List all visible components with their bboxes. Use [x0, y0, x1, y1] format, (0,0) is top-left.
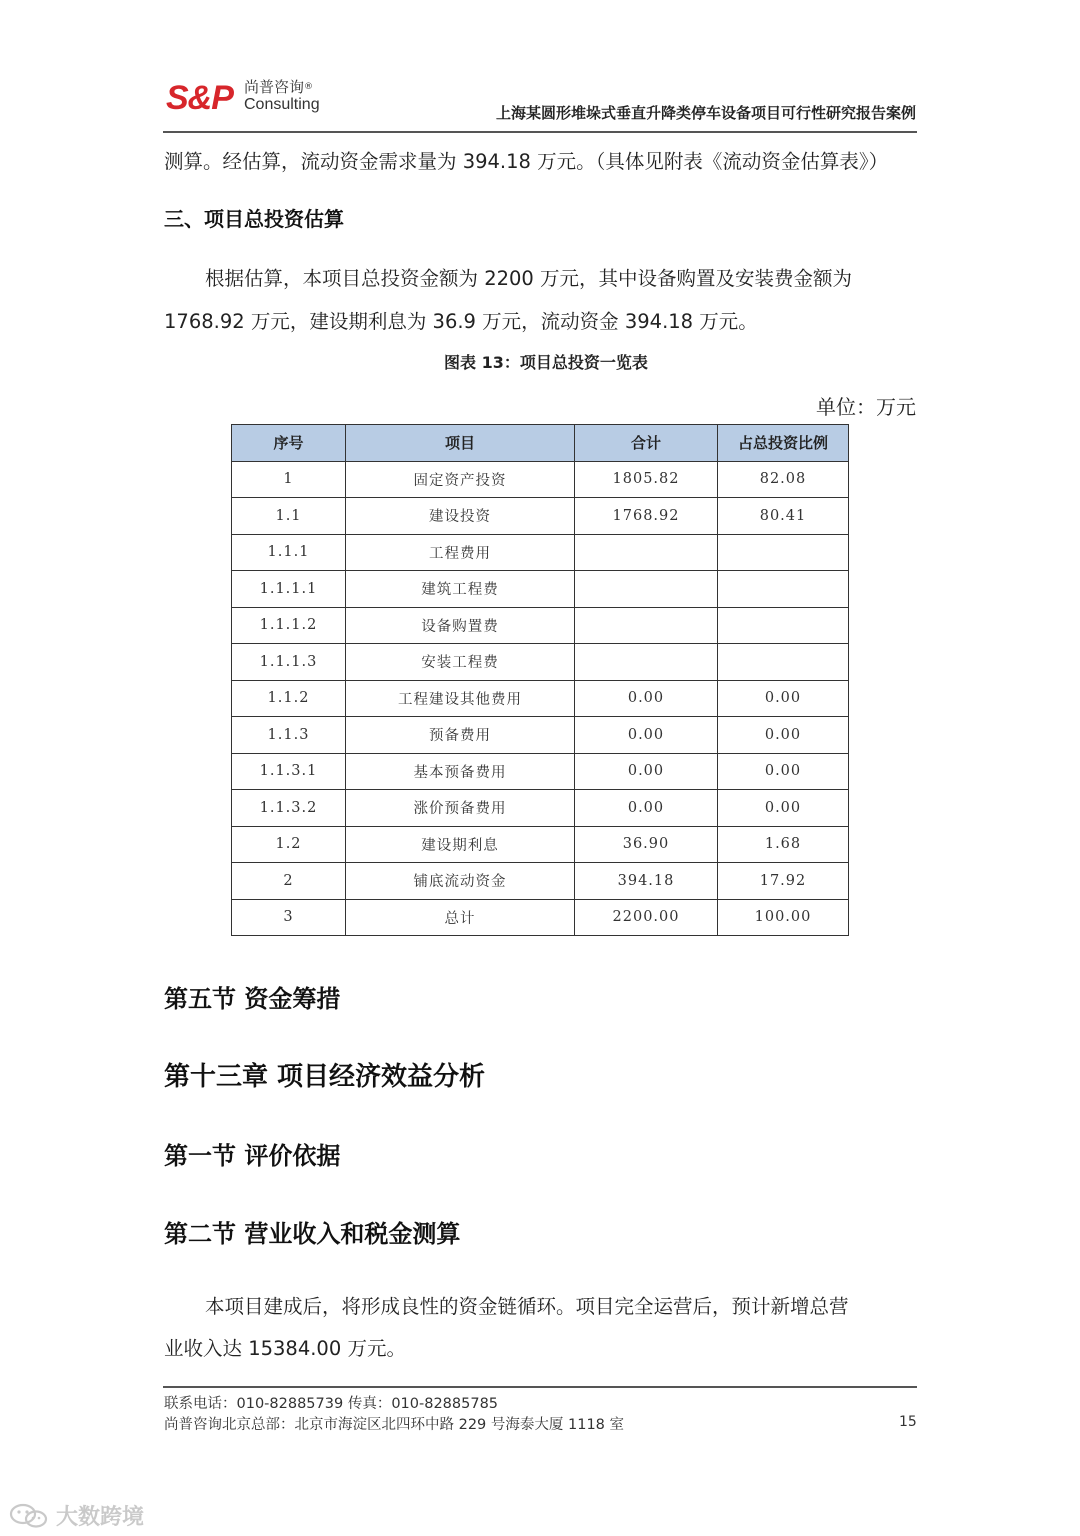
- cell-total: [575, 644, 718, 681]
- cell-ratio: 0.00: [718, 790, 849, 827]
- cell-item: 固定资产投资: [346, 461, 575, 498]
- header-divider: [163, 131, 917, 133]
- table-row: [232, 680, 849, 717]
- cell-index: 1.1.1.2: [232, 607, 346, 644]
- cell-item: 基本预备费用: [346, 753, 575, 790]
- paragraph-2-line-2: 业收入达 15384.00 万元。: [164, 1337, 406, 1360]
- cell-item: 建设投资: [346, 498, 575, 535]
- cell-index: 1.1.3: [232, 717, 346, 754]
- col-header-item: 项目: [346, 425, 575, 462]
- wechat-logo-icon: [8, 1502, 50, 1530]
- cell-total: 394.18: [575, 863, 718, 900]
- cell-total: 0.00: [575, 717, 718, 754]
- cell-ratio: 80.41: [718, 498, 849, 535]
- footer-divider: [163, 1386, 917, 1388]
- cell-total: [575, 534, 718, 571]
- cell-index: 1.1.1: [232, 534, 346, 571]
- cell-item: 预备费用: [346, 717, 575, 754]
- logo-chinese-name: [244, 78, 313, 96]
- cell-ratio: 100.00: [718, 899, 849, 936]
- cell-index: 1.1.3.2: [232, 790, 346, 827]
- cell-item: 总计: [346, 899, 575, 936]
- cell-ratio: [718, 571, 849, 608]
- cell-total: 0.00: [575, 790, 718, 827]
- section-heading-evaluation-basis: 第一节 评价依据: [164, 1142, 341, 1170]
- cell-item: 铺底流动资金: [346, 863, 575, 900]
- paragraph-1-line-1: 根据估算，本项目总投资金额为 2200 万元，其中设备购置及安装费金额为: [205, 267, 853, 290]
- cell-ratio: 1.68: [718, 826, 849, 863]
- cell-item: 建筑工程费: [346, 571, 575, 608]
- company-logo: [166, 78, 336, 118]
- section-heading-funding: 第五节 资金筹措: [164, 985, 341, 1013]
- subheading-total-investment: 三、项目总投资估算: [164, 207, 344, 231]
- cell-index: 2: [232, 863, 346, 900]
- table-unit-label: 单位：万元: [816, 395, 916, 419]
- logo-sp-mark: S&P: [166, 79, 233, 117]
- cell-item: 工程建设其他费用: [346, 680, 575, 717]
- table-row: [232, 826, 849, 863]
- body-line-continuation: 测算。经估算，流动资金需求量为 394.18 万元。（具体见附表《流动资金估算表》）: [164, 150, 889, 173]
- cell-index: 3: [232, 899, 346, 936]
- cell-total: 1768.92: [575, 498, 718, 535]
- col-header-index: 序号: [232, 425, 346, 462]
- cell-total: 2200.00: [575, 899, 718, 936]
- col-header-total: 合计: [575, 425, 718, 462]
- table-row: [232, 899, 849, 936]
- table-header-row: [232, 425, 849, 462]
- cell-item: 涨价预备费用: [346, 790, 575, 827]
- cell-total: [575, 607, 718, 644]
- cell-item: 安装工程费: [346, 644, 575, 681]
- logo-english-name: Consulting: [244, 96, 320, 113]
- cell-total: 1805.82: [575, 461, 718, 498]
- watermark-text: 大数跨境: [56, 1505, 145, 1530]
- cell-item: 工程费用: [346, 534, 575, 571]
- table-row: [232, 498, 849, 535]
- cell-ratio: [718, 534, 849, 571]
- table-row: [232, 753, 849, 790]
- footer-address: 尚普咨询北京总部：北京市海淀区北四环中路 229 号海泰大厦 1118 室: [164, 1417, 625, 1433]
- table-row: [232, 571, 849, 608]
- cell-ratio: 82.08: [718, 461, 849, 498]
- cell-item: 建设期利息: [346, 826, 575, 863]
- cell-index: 1.1.2: [232, 680, 346, 717]
- table-row: [232, 534, 849, 571]
- cell-ratio: 0.00: [718, 753, 849, 790]
- section-heading-revenue-tax: 第二节 营业收入和税金测算: [164, 1220, 461, 1248]
- cell-index: 1.1.1.1: [232, 571, 346, 608]
- cell-index: 1.1.1.3: [232, 644, 346, 681]
- cell-ratio: [718, 644, 849, 681]
- logo-registered-mark: ®: [304, 82, 314, 92]
- paragraph-2-line-1: 本项目建成后，将形成良性的资金链循环。项目完全运营后，预计新增总营: [205, 1295, 849, 1318]
- watermark: [8, 1500, 144, 1531]
- cell-total: 0.00: [575, 680, 718, 717]
- table-caption: 图表 13：项目总投资一览表: [444, 353, 648, 372]
- table-row: [232, 644, 849, 681]
- cell-total: 36.90: [575, 826, 718, 863]
- table-row: [232, 717, 849, 754]
- header-title: 上海某圆形堆垛式垂直升降类停车设备项目可行性研究报告案例: [495, 104, 916, 122]
- cell-index: 1.1.3.1: [232, 753, 346, 790]
- table-row: [232, 790, 849, 827]
- logo-cn-text: 尚普咨询: [244, 78, 305, 96]
- cell-index: 1.1: [232, 498, 346, 535]
- table-row: [232, 607, 849, 644]
- table-row: [232, 863, 849, 900]
- col-header-ratio: 占总投资比例: [718, 425, 849, 462]
- footer-contact: 联系电话：010-82885739 传真：010-82885785: [164, 1396, 499, 1412]
- cell-item: 设备购置费: [346, 607, 575, 644]
- cell-ratio: 0.00: [718, 717, 849, 754]
- cell-ratio: 0.00: [718, 680, 849, 717]
- cell-index: 1: [232, 461, 346, 498]
- chapter-heading-economic-analysis: 第十三章 项目经济效益分析: [164, 1062, 486, 1092]
- cell-ratio: 17.92: [718, 863, 849, 900]
- cell-total: [575, 571, 718, 608]
- paragraph-1-line-2: 1768.92 万元，建设期利息为 36.9 万元，流动资金 394.18 万元。: [164, 310, 758, 333]
- cell-index: 1.2: [232, 826, 346, 863]
- page-number: 15: [899, 1414, 917, 1430]
- cell-ratio: [718, 607, 849, 644]
- investment-table: [231, 424, 849, 936]
- table-row: [232, 461, 849, 498]
- cell-total: 0.00: [575, 753, 718, 790]
